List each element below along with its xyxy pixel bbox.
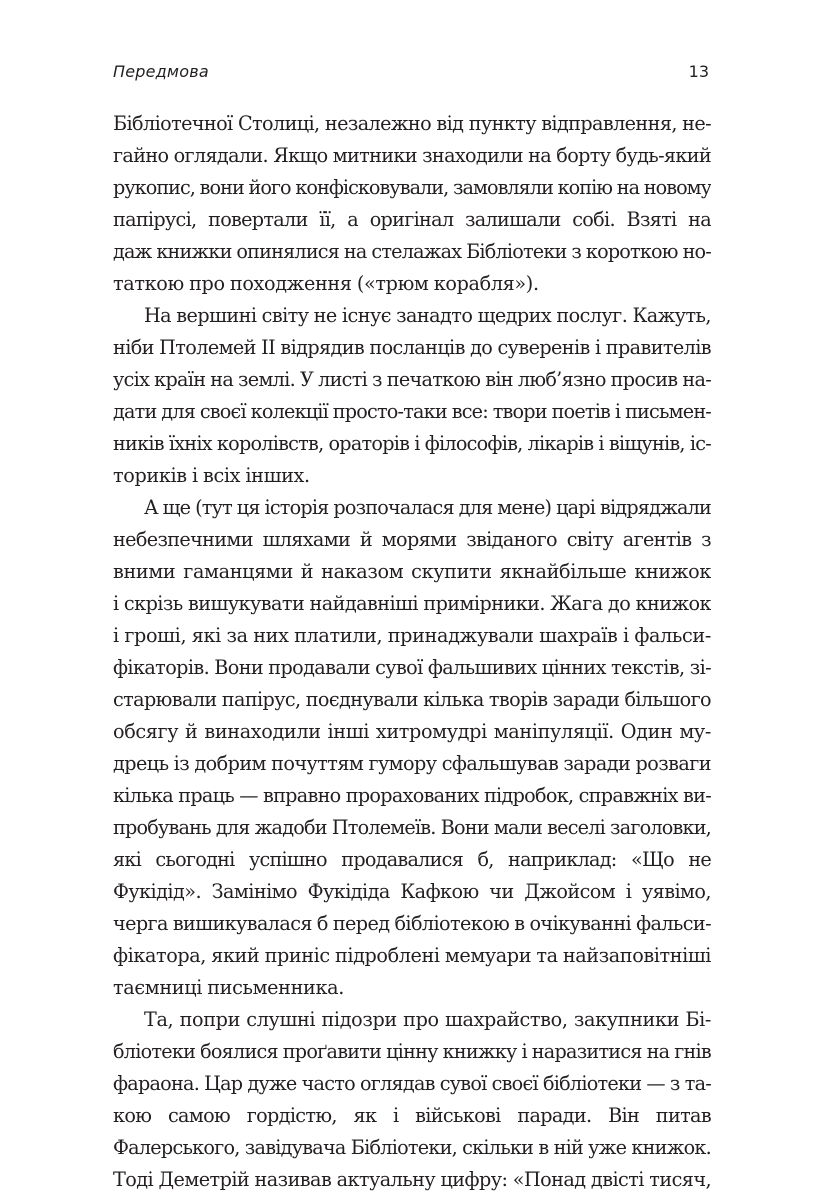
text-line: обсягу й винаходили інші хитромудрі маніпуляції. Один му-: [113, 720, 711, 743]
text-line: і скрізь вишукувати найдавніші примірники. Жага до книжок: [113, 592, 711, 615]
text-line: Бібліотечної Столиці, незалежно від пункту відправлення, не-: [113, 112, 711, 135]
text-line: небезпечними шляхами й морями звіданого світу агентів з: [113, 528, 711, 551]
text-line: Тоді Деметрій називав актуальну цифру: «Понад двісті тисяч,: [113, 1168, 711, 1191]
text-line: фікаторів. Вони продавали сувої фальшивих цінних текстів, зі-: [113, 656, 711, 679]
text-line: ніби Птолемей II відрядив посланців до суверенів і правителів: [113, 336, 711, 359]
text-line: Та, попри слушні підозри про шахрайство, закупники Бі-: [144, 1008, 711, 1031]
text-line: пробувань для жадоби Птолемеїв. Вони мали веселі заголовки,: [113, 816, 711, 839]
text-line: На вершині світу не існує занадто щедрих послуг. Кажуть,: [144, 304, 711, 327]
text-line: таємниці письменника.: [113, 976, 344, 999]
text-line: даж книжки опинялися на стелажах Бібліотеки з короткою но-: [113, 240, 711, 263]
text-line: А ще (тут ця історія розпочалася для мене) царі відряджали: [144, 496, 711, 519]
text-line: таткою про походження («трюм корабля»).: [113, 272, 539, 295]
text-line: дати для своєї колекції просто-таки все: твори поетів і письмен-: [113, 400, 711, 423]
text-line: старювали папірус, поєднували кілька творів заради більшого: [113, 688, 711, 711]
text-line: ників їхніх королівств, ораторів і філософів, лікарів і віщунів, іс-: [113, 432, 711, 455]
text-line: кілька праць — вправно прорахованих підробок, справжніх ви-: [113, 784, 711, 807]
text-line: вними гаманцями й наказом скупити якнайбільше книжок: [113, 560, 711, 583]
page-number: 13: [688, 62, 709, 81]
text-line: дрець із добрим почуттям гумору сфальшував заради розваги: [113, 752, 711, 775]
text-line: усіх країн на землі. У листі з печаткою він люб’язно просив на-: [113, 368, 711, 391]
text-line: Фалерського, завідувача Бібліотеки, скільки в ній уже книжок.: [113, 1136, 711, 1159]
text-line: ториків і всіх інших.: [113, 464, 310, 487]
text-line: і гроші, які за них платили, принаджували шахраїв і фальси-: [113, 624, 711, 647]
text-line: кою самою гордістю, як і військові паради. Він питав: [113, 1104, 711, 1127]
running-head-section-title: Передмова: [113, 62, 209, 81]
text-line: рукопис, вони його конфісковували, замовляли копію на новому: [113, 176, 711, 199]
text-line: Фукідід». Замінімо Фукідіда Кафкою чи Джойсом і уявімо,: [113, 880, 711, 903]
text-line: бліотеки боялися проґавити цінну книжку і наразитися на гнів: [113, 1040, 711, 1063]
text-line: черга вишикувалася б перед бібліотекою в очікуванні фальси-: [113, 912, 711, 935]
body-text: [113, 108, 711, 1196]
text-line: гайно оглядали. Якщо митники знаходили на борту будь-який: [113, 144, 711, 167]
text-line: фараона. Цар дуже часто оглядав сувої своєї бібліотеки — з та-: [113, 1072, 711, 1095]
text-line: які сьогодні успішно продавалися б, наприклад: «Що не: [113, 848, 711, 871]
text-line: фікатора, який приніс підроблені мемуари та найзаповітніші: [113, 944, 711, 967]
text-line: папірусі, повертали її, а оригінал залишали собі. Взяті на: [113, 208, 711, 231]
